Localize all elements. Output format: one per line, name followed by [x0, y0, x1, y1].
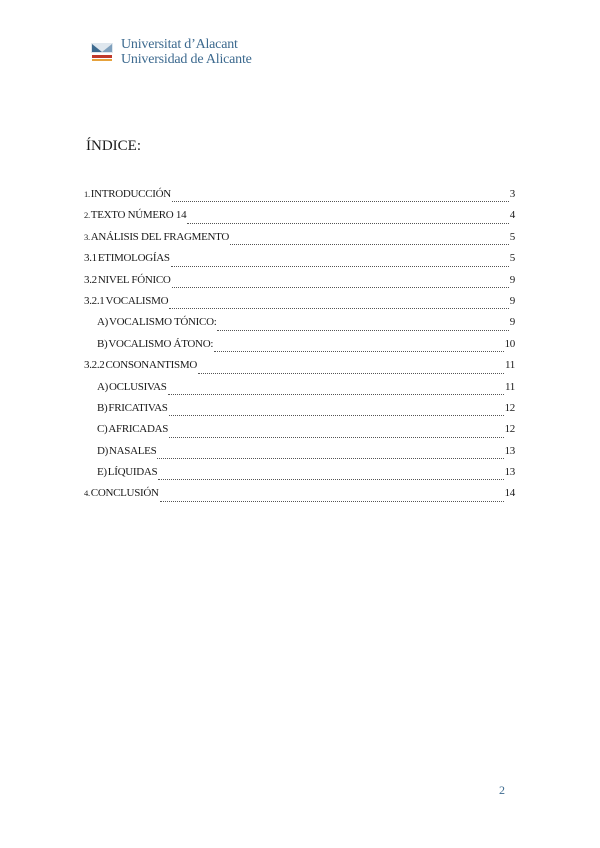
toc-dot-leader [169, 308, 509, 309]
toc-entry-label: ANÁLISIS DEL FRAGMENTO [90, 230, 230, 243]
toc-entry-number: 2. [84, 210, 90, 221]
toc-dot-leader [214, 351, 503, 352]
toc-entry-page: 13 [504, 466, 515, 479]
toc-entry-number: 4. [84, 488, 90, 499]
toc-entry-label: NASALES [109, 444, 157, 457]
toc-entry[interactable] [84, 338, 515, 359]
toc-dot-leader [169, 437, 504, 438]
toc-dot-leader [187, 223, 509, 224]
university-logo [89, 37, 252, 67]
toc-entry-number: 3.1 [84, 252, 97, 265]
toc-entry-number: C) [97, 423, 108, 436]
toc-entry-page: 11 [505, 359, 515, 372]
toc-entry[interactable] [84, 402, 515, 423]
toc-entry[interactable] [84, 423, 515, 444]
toc-entry-page: 14 [504, 487, 515, 500]
toc-entry[interactable] [84, 381, 515, 402]
toc-dot-leader [217, 330, 508, 331]
toc-entry-page: 5 [509, 230, 515, 243]
toc-entry-number: B) [97, 401, 108, 414]
toc-entry-label: TEXTO NÚMERO 14 [90, 209, 187, 222]
toc-dot-leader [168, 394, 504, 395]
toc-entry-page: 10 [504, 337, 515, 350]
page-number: 2 [499, 783, 505, 797]
toc-entry-label: INTRODUCCIÓN [90, 188, 171, 200]
toc-entry[interactable] [84, 209, 515, 230]
toc-entry-page: 3 [509, 188, 515, 200]
toc-entry-label: VOCALISMO [105, 294, 169, 307]
toc-entry[interactable] [84, 252, 515, 273]
toc-dot-leader [157, 458, 503, 459]
toc-entry[interactable] [84, 316, 515, 337]
university-name-valencian: Universitat d’Alacant [121, 37, 238, 52]
toc-entry[interactable] [84, 188, 515, 209]
university-emblem-icon [89, 39, 115, 65]
toc-entry-page: 12 [504, 423, 515, 436]
toc-entry-label: ETIMOLOGÍAS [97, 252, 170, 265]
toc-entry-number: A) [97, 316, 109, 329]
toc-dot-leader [172, 287, 509, 288]
toc-dot-leader [169, 415, 504, 416]
toc-entry-page: 13 [504, 444, 515, 457]
toc-dot-leader [158, 479, 503, 480]
toc-entry-page: 11 [505, 380, 515, 393]
toc-dot-leader [230, 244, 509, 245]
toc-entry-label: OCLUSIVAS [109, 380, 167, 393]
toc-entry-number: E) [97, 466, 107, 479]
toc-entry-page: 9 [509, 273, 515, 286]
toc-entry[interactable] [84, 274, 515, 295]
toc-entry-page: 9 [509, 294, 515, 307]
toc-entry-label: CONCLUSIÓN [90, 487, 159, 500]
toc-entry-label: NIVEL FÓNICO [97, 273, 171, 286]
toc-entry-label: LÍQUIDAS [107, 466, 158, 479]
toc-entry-number: 3.2 [84, 273, 97, 286]
toc-entry-page: 5 [509, 252, 515, 265]
toc-dot-leader [171, 266, 509, 267]
toc-entry-number: 1. [84, 189, 90, 199]
university-name-spanish: Universidad de Alicante [121, 52, 252, 67]
toc-entry-label: VOCALISMO ÁTONO: [108, 337, 214, 350]
toc-entry-label: AFRICADAS [108, 423, 169, 436]
toc-entry-label: VOCALISMO TÓNICO: [109, 316, 217, 329]
toc-dot-leader [198, 373, 504, 374]
toc-entry-number: 3. [84, 231, 90, 242]
toc-entry[interactable] [84, 445, 515, 466]
table-of-contents [84, 188, 515, 509]
toc-dot-leader [160, 501, 504, 502]
toc-entry-page: 9 [509, 316, 515, 329]
toc-entry-number: 3.2.2 [84, 359, 105, 372]
toc-entry-number: D) [97, 444, 109, 457]
toc-entry[interactable] [84, 487, 515, 508]
toc-entry-number: B) [97, 337, 108, 350]
toc-entry[interactable] [84, 231, 515, 252]
toc-entry[interactable] [84, 359, 515, 380]
toc-entry-label: FRICATIVAS [108, 401, 168, 414]
toc-entry-number: A) [97, 380, 109, 393]
university-name [121, 37, 252, 67]
index-title: ÍNDICE: [86, 138, 141, 154]
toc-entry-page: 4 [509, 209, 515, 222]
toc-entry[interactable] [84, 295, 515, 316]
toc-dot-leader [172, 201, 509, 202]
toc-entry-number: 3.2.1 [84, 294, 105, 307]
toc-entry-page: 12 [504, 401, 515, 414]
toc-entry[interactable] [84, 466, 515, 487]
toc-entry-label: CONSONANTISMO [105, 359, 197, 372]
